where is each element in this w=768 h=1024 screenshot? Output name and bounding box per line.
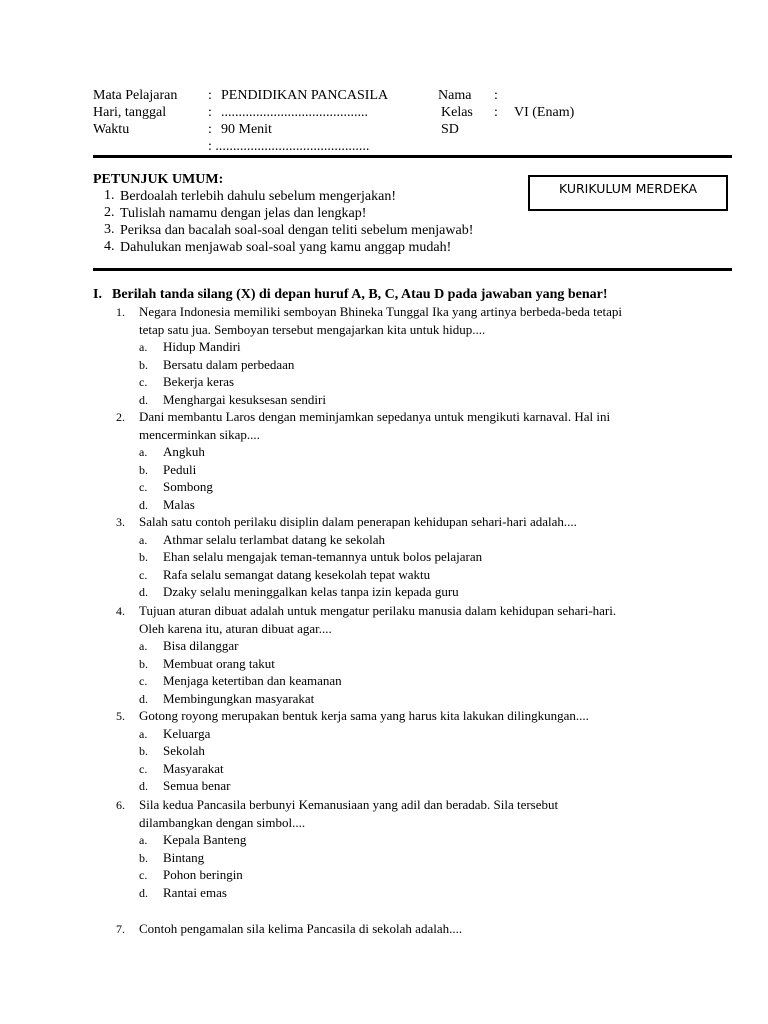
divider-bottom (93, 268, 732, 271)
option-text: Menghargai kesuksesan sendiri (163, 392, 326, 407)
option-letter: c. (139, 375, 148, 390)
question-text: Oleh karena itu, aturan dibuat agar.... (139, 620, 332, 636)
section-title: Berilah tanda silang (X) di depan huruf A, B, C, Atau D pada jawaban yang benar! (112, 287, 608, 302)
option-letter: b. (139, 744, 148, 759)
option-letter: d. (139, 692, 148, 706)
option-letter: d. (139, 498, 148, 512)
option-letter: c. (139, 761, 148, 776)
question-text: Negara Indonesia memiliki semboyan Bhineka Tunggal Ika yang artinya berbeda-beda tetapi (139, 304, 623, 319)
name-label: Nama (438, 88, 472, 103)
option-letter: b. (139, 550, 148, 565)
option-letter: d. (139, 393, 148, 407)
option-text: Peduli (163, 461, 197, 477)
divider-top (93, 155, 732, 158)
option-letter: a. (139, 532, 148, 547)
option-letter: c. (139, 674, 148, 689)
question-text: mencerminkan sikap.... (139, 426, 260, 442)
option-text: Bersatu dalam perbedaan (163, 356, 295, 372)
class-label: Kelas (441, 105, 473, 120)
option-letter: b. (139, 656, 148, 671)
school-level: SD (441, 122, 459, 137)
name-colon: : (494, 88, 498, 103)
option-text: Athmar selalu terlambat datang ke sekolah (163, 531, 386, 547)
instruction-text: Periksa dan bacalah soal-soal dengan teliti sebelum menjawab! (120, 223, 474, 238)
instruction-number: 2. (104, 205, 115, 220)
option-text: Sekolah (163, 743, 205, 759)
instruction-text: Dahulukan menjawab soal-soal yang kamu anggap mudah! (120, 240, 452, 255)
subject-colon: : (208, 88, 212, 103)
option-letter: d. (139, 886, 148, 900)
option-text: Semua benar (163, 778, 231, 794)
blank-line: : ............................................ (208, 139, 370, 154)
option-text: Membuat orang takut (163, 655, 275, 671)
question-text: Sila kedua Pancasila berbunyi Kemanusiaan yang adil dan beradab. Sila tersebut (139, 797, 559, 812)
class-value: VI (Enam) (514, 105, 575, 120)
option-letter: d. (139, 779, 148, 794)
time-value: 90 Menit (221, 122, 272, 137)
option-letter: c. (139, 567, 148, 582)
question-number: 4. (116, 604, 125, 618)
option-text: Rantai emas (163, 885, 227, 900)
question-number: 2. (116, 410, 125, 424)
question-text: Dani membantu Laros dengan meminjamkan sepedanya untuk mengikuti karnaval. Hal ini (139, 409, 611, 424)
option-text: Bisa dilanggar (163, 638, 239, 654)
option-text: Malas (163, 497, 195, 512)
instruction-number: 1. (104, 188, 115, 203)
date-value: .......................................... (221, 105, 368, 120)
instruction-number: 3. (104, 222, 115, 237)
question-text: Tujuan aturan dibuat adalah untuk mengatur perilaku manusia dalam kehidupan sehari-hari. (139, 603, 617, 618)
time-label: Waktu (93, 122, 130, 137)
question-text: Salah satu contoh perilaku disiplin dalam penerapan kehidupan sehari-hari adalah.... (139, 514, 577, 529)
date-colon: : (208, 105, 212, 120)
question-text: tetap satu jua. Semboyan tersebut mengajarkan kita untuk hidup.... (139, 321, 486, 337)
question-number: 5. (116, 709, 125, 723)
option-text: Masyarakat (163, 760, 224, 776)
time-colon: : (208, 122, 212, 137)
option-text: Pohon beringin (163, 867, 243, 883)
option-letter: b. (139, 850, 148, 865)
option-text: Bintang (163, 849, 205, 865)
option-text: Angkuh (163, 444, 205, 460)
option-letter: a. (139, 639, 148, 654)
option-letter: a. (139, 726, 148, 741)
section-number: I. (93, 287, 102, 302)
instruction-text: Tulislah namamu dengan jelas dan lengkap! (120, 206, 367, 221)
question-text: Gotong royong merupakan bentuk kerja sama yang harus kita lakukan dilingkungan.... (139, 708, 589, 723)
option-text: Keluarga (163, 725, 211, 741)
class-colon: : (494, 105, 498, 120)
option-text: Kepala Banteng (163, 832, 247, 848)
question-text: Contoh pengamalan sila kelima Pancasila di sekolah adalah.... (139, 921, 463, 936)
option-letter: d. (139, 585, 148, 600)
question-number: 6. (116, 798, 125, 812)
option-letter: b. (139, 462, 148, 477)
option-text: Menjaga ketertiban dan keamanan (163, 673, 342, 689)
option-letter: a. (139, 445, 148, 460)
option-letter: a. (139, 833, 148, 848)
option-text: Membingungkan masyarakat (163, 691, 315, 706)
instructions-title: PETUNJUK UMUM: (93, 172, 224, 187)
option-letter: a. (139, 340, 148, 355)
option-text: Hidup Mandiri (163, 339, 241, 355)
option-letter: c. (139, 480, 148, 495)
option-letter: c. (139, 868, 148, 883)
option-text: Ehan selalu mengajak teman-temannya untuk bolos pelajaran (163, 549, 483, 565)
question-text: dilambangkan dengan simbol.... (139, 814, 306, 830)
option-text: Sombong (163, 479, 213, 495)
option-letter: b. (139, 357, 148, 372)
question-number: 7. (116, 922, 125, 936)
question-number: 3. (116, 515, 125, 529)
instruction-number: 4. (104, 239, 115, 254)
option-text: Dzaky selalu meninggalkan kelas tanpa izin kepada guru (163, 584, 459, 600)
instruction-text: Berdoalah terlebih dahulu sebelum mengerjakan! (120, 189, 397, 204)
subject-label: Mata Pelajaran (93, 88, 178, 103)
curriculum-badge: KURIKULUM MERDEKA (528, 175, 728, 211)
option-text: Bekerja keras (163, 374, 235, 390)
subject-value: PENDIDIKAN PANCASILA (221, 88, 389, 103)
question-number: 1. (116, 305, 125, 319)
option-text: Rafa selalu semangat datang kesekolah tepat waktu (163, 566, 431, 582)
date-label: Hari, tanggal (93, 105, 167, 120)
